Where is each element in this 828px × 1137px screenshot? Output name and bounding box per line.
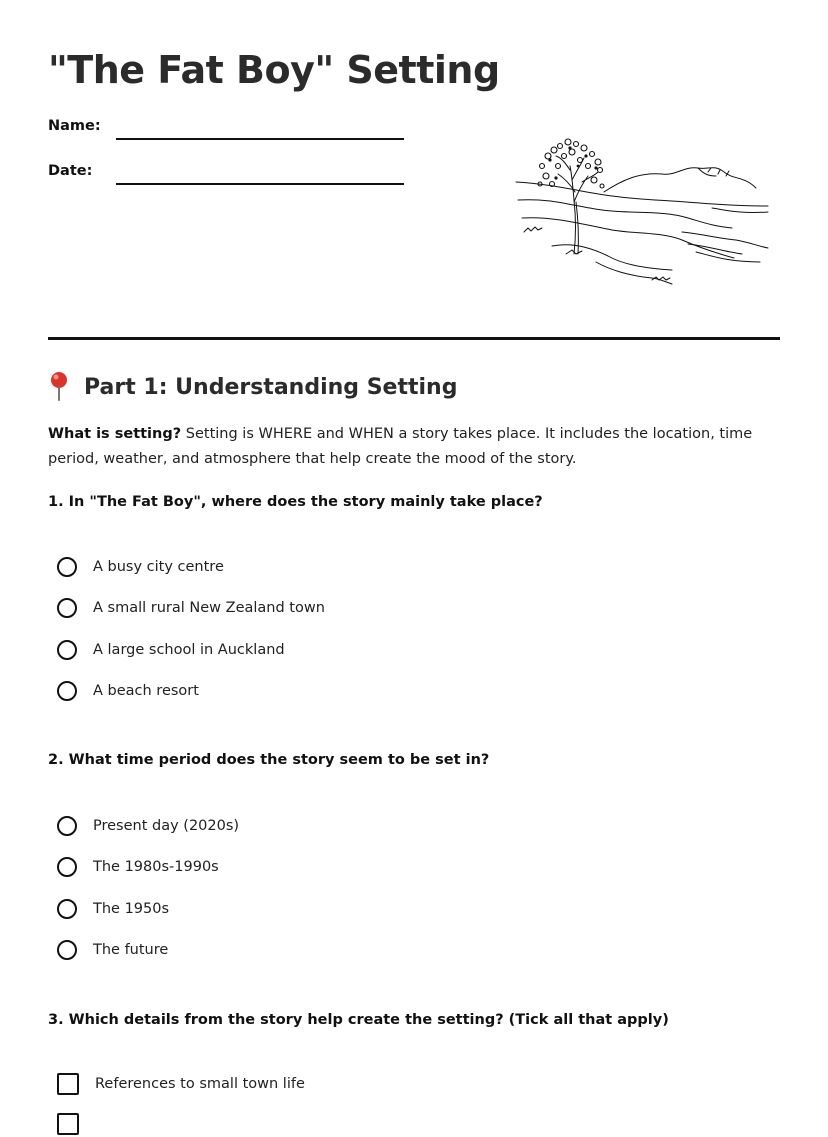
map-pin-icon — [48, 371, 70, 401]
setting-definition — [48, 422, 788, 472]
radio-button[interactable] — [57, 598, 77, 618]
option-label: The future — [93, 942, 169, 958]
q2-option-3[interactable] — [57, 896, 169, 922]
question-3: 3. Which details from the story help create the setting? (Tick all that apply) — [48, 1012, 669, 1028]
setting-definition-text: Setting is WHERE and WHEN a story takes place. It includes the location, time period, weather, and atmosphere that help create the mood of the story. — [48, 426, 753, 467]
q3-option-2[interactable] — [57, 1111, 95, 1137]
q1-option-1[interactable] — [57, 554, 224, 580]
option-label: The 1950s — [93, 901, 170, 917]
option-label: The 1980s-1990s — [93, 859, 219, 875]
q2-option-2[interactable] — [57, 854, 219, 880]
q1-option-2[interactable] — [57, 595, 325, 621]
radio-button[interactable] — [57, 681, 77, 701]
option-label: A busy city centre — [93, 559, 224, 575]
option-label: A large school in Auckland — [93, 642, 285, 658]
name-label: Name: — [48, 118, 101, 134]
part-1-heading — [48, 372, 457, 402]
option-label: Present day (2020s) — [93, 818, 240, 834]
section-divider — [48, 337, 780, 340]
setting-definition-term: What is setting? — [48, 426, 182, 442]
landscape-tree-illustration — [512, 136, 770, 292]
option-label: A beach resort — [93, 683, 199, 699]
option-label: References to small town life — [95, 1076, 305, 1092]
radio-button[interactable] — [57, 557, 77, 577]
q3-option-1[interactable] — [57, 1071, 305, 1097]
checkbox[interactable] — [57, 1113, 79, 1135]
part-1-title: Part 1: Understanding Setting — [84, 374, 458, 400]
date-field[interactable] — [116, 183, 404, 185]
radio-button[interactable] — [57, 857, 77, 877]
radio-button[interactable] — [57, 640, 77, 660]
date-label: Date: — [48, 163, 93, 179]
page-title: "The Fat Boy" Setting — [48, 48, 500, 92]
radio-button[interactable] — [57, 816, 77, 836]
question-2: 2. What time period does the story seem to be set in? — [48, 752, 490, 768]
radio-button[interactable] — [57, 940, 77, 960]
q2-option-1[interactable] — [57, 813, 239, 839]
q2-option-4[interactable] — [57, 937, 168, 963]
radio-button[interactable] — [57, 899, 77, 919]
q1-option-3[interactable] — [57, 637, 285, 663]
question-1: 1. In "The Fat Boy", where does the story mainly take place? — [48, 494, 543, 510]
name-field[interactable] — [116, 138, 404, 140]
q1-option-4[interactable] — [57, 678, 199, 704]
option-label: A small rural New Zealand town — [93, 600, 325, 616]
checkbox[interactable] — [57, 1073, 79, 1095]
